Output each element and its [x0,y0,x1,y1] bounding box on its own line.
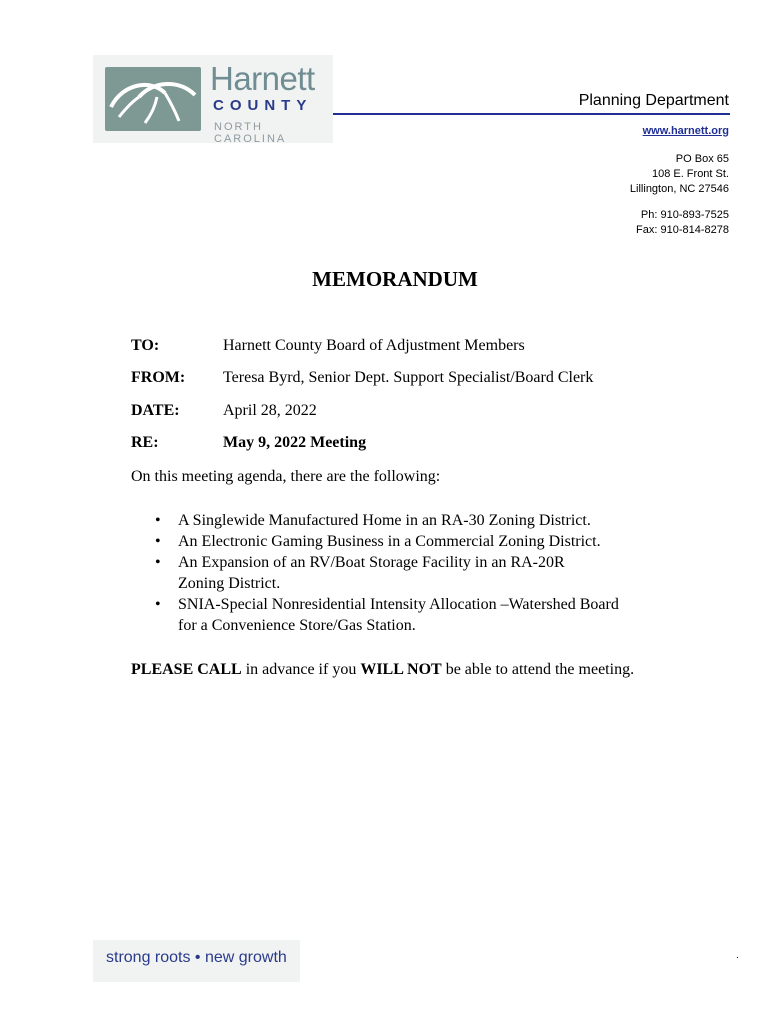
from-value: Teresa Byrd, Senior Dept. Support Specialist/Board Clerk [223,369,594,386]
address-line: 108 E. Front St. [651,168,729,180]
agenda-list [131,510,661,636]
agenda-intro: On this meeting agenda, there are the following: [131,468,441,485]
department-name: Planning Department [578,92,729,109]
page-mark: . [736,950,739,961]
will-not-text: WILL NOT [360,661,442,678]
contact-numbers [636,208,729,238]
list-item [131,510,661,531]
footer-slogan-box [93,940,300,982]
re-value: May 9, 2022 Meeting [223,434,367,451]
to-value: Harnett County Board of Adjustment Members [223,337,525,354]
phone-number: Ph: 910-893-7525 [640,209,729,221]
list-item-text: SNIA-Special Nonresidential Intensity Allocation –Watershed Board for a Convenience Store/Gas Station. [178,596,619,634]
website-link[interactable]: www.harnett.org [642,125,729,137]
list-item [131,594,661,636]
memo-title: MEMORANDUM [312,267,478,291]
logo-state-text: NORTH CAROLINA [214,121,287,145]
logo-county-text: COUNTY [213,97,313,114]
re-label: RE: [131,434,159,451]
from-label: FROM: [131,369,186,386]
bullet-icon: • [155,596,161,613]
list-item-text: An Expansion of an RV/Boat Storage Facility in an RA-20R Zoning District. [178,554,565,592]
date-value: April 28, 2022 [223,402,317,419]
header-rule [333,113,730,115]
bullet-icon: • [155,533,161,550]
list-item [131,531,661,552]
county-logo [93,55,333,143]
closing-text: in advance if you [241,661,361,678]
address-line: Lillington, NC 27546 [629,183,729,195]
mailing-address [630,152,729,197]
please-call-text: PLEASE CALL [131,661,242,678]
closing-text: be able to attend the meeting. [441,661,635,678]
tree-roots-icon [105,67,201,131]
logo-harnett-text: Harnett [210,60,315,97]
closing-note [131,659,658,681]
list-item [131,552,661,594]
list-item-text: An Electronic Gaming Business in a Commercial Zoning District. [178,533,601,550]
footer-slogan: strong roots • new growth [106,949,287,966]
bullet-icon: • [155,554,161,571]
bullet-icon: • [155,512,161,529]
date-label: DATE: [131,402,180,419]
list-item-text: A Singlewide Manufactured Home in an RA-30 Zoning District. [178,512,591,529]
fax-number: Fax: 910-814-8278 [636,224,729,236]
address-line: PO Box 65 [675,153,729,165]
to-label: TO: [131,337,160,354]
